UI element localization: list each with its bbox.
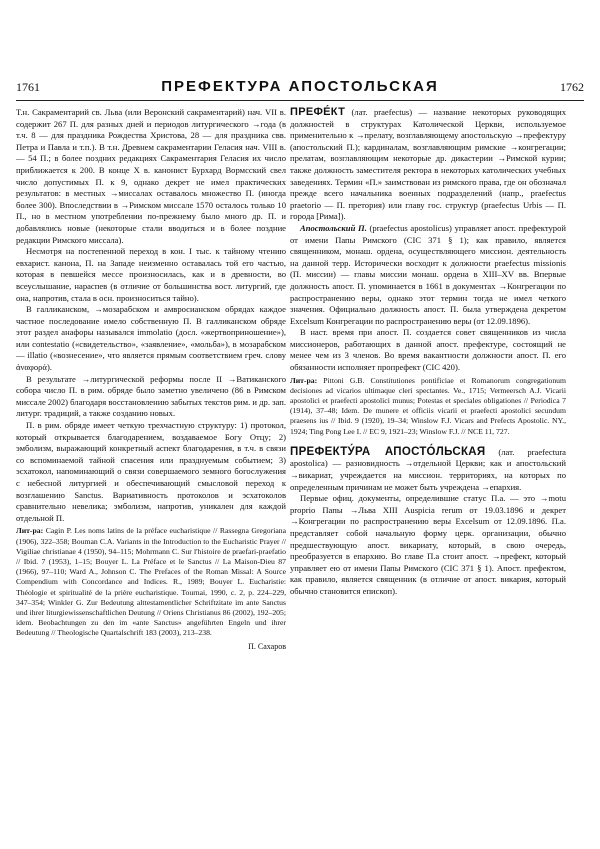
page-header xyxy=(16,78,584,101)
paragraph: В наст. время при апост. П. создается совет священников из числа миссионеров, работающих в данной апост. префектуре, состоящий не менее чем из 3 членов. Во время вакантности должности апост. П. его обязанности исполняет пропрефект (CIC 420). xyxy=(290,327,566,373)
bibliography-label: Лит-ра: xyxy=(290,375,318,385)
headword-prefecture: ПРЕФЕКТУ́РА АПОСТО́ЛЬСКАЯ xyxy=(290,445,486,458)
bibliography-text: Cagin P. Les noms latins de la préface eucharistique // Rassegna Gregoriana (1906), 322–358; Bouman C.A. Variants in the Introduction to the Eucharistic Prayer // Vigiliae christianae 4 (1950), 94–115; Mohrmann C. Sur l'histoire de praefari-praefatio // Ibid. 7 (1953), 1–15; Bouyer L. La Préface et le Sanctus // La Maison-Dieu 87 (1966), 97–110; Ward A., Johnson C. The Prefaces of the Roman Missal: A Source Compendium with Concordance and Indices. R., 1989; Bouyer L. Eucharistie: Théologie et spiritualité de la prière eucharistique. Tournai, 1990, с. 2, р. 224–229, 347–354; Winkler G. Zur Bedeutung alttestamentlicher Schriftzitate im ante Sanctus und ihrer liturgiewissenschaftlichen Deutung // Oriens Christianus 86 (2002), 192–205; idem. Beobachtungen zu den im «ante Sanctus» angeführten Engeln und ihrer Bedeutung // Theologische Quartalschrift 183 (2003), 213–238. xyxy=(16,526,287,638)
bibliography-label: Лит-ра: xyxy=(16,526,44,536)
left-column xyxy=(16,107,286,652)
paragraph: Т.н. Сакраментарий св. Льва (или Веронский сакраментарий) нач. VII в. содержит 267 П. для разных дней и периодов литургического →года (в т.ч. 8 — для праздника Рождества Христова, 28 — для праздника свв. Петра и Павла и т.п.). В т.н. Древнем сакраментарии Геласия нач. VIII в. — 54 П.; в более поздних редакциях Сакраментария Геласия их число приближается к 200. В конце X в. канонист Бурхард Вормсский свел число допустимых П. к 9, однако декрет не имел практических результатов: в местных →миссалах оставалось множество П. (иногда более 300). Впоследствии в →Римском миссале 1570 осталось только 10 П., но в местном употреблении по-прежнему было много др. П. и добавлялись новые (некоторые стали вводиться и в более поздние редакции Римского миссала). xyxy=(16,107,286,245)
paragraph xyxy=(290,223,566,327)
page-number-right: 1762 xyxy=(560,80,584,94)
entry-text: (лат. praefectus) — название некоторых руководящих должностей в структурах Католической Церкви, используемое применительно к →прелату, возглавляющему апостольскую →префектуру (апостольский П.); кардиналам, возглавляющим римские →конгрегации; прелатам, возглавляющим некоторые др. дикастерии →Римской курии; также должность заместителя ректора в некоторых католических учебных заведениях. Термин «П.» заимствован из римского права, где он обозначал прежде всего начальника военных подразделений (напр., praefectus praetorio — П. претория) или главу гос. структур (praefectus Urbis — П. города [Рима]). xyxy=(290,107,566,222)
paragraph: Несмотря на постепенной переход в кон. I тыс. к тайному чтению евхарист. канона, П. на Западе неизменно оставалась той его частью, которая в певшейся мессе произносилась, как и в древности, во всеуслышание, нараспев (в отличие от большинства вост. литургий, где она, напротив, стала в осн. произноситься тайно). xyxy=(16,246,286,303)
entry-prefecture xyxy=(290,447,566,493)
bibliography xyxy=(16,526,286,638)
paragraph: Первые офиц. документы, определившие статус П.а. — это →motu proprio Папы →Льва XIII Auspicia rerum от 19.03.1896 и декрет →Конгрегации по распространению веры Excelsum от 12.09.1896. П.а. представляет собой начальную форму церк. организации, обычно предшествующую апост. викариату, который, в свою очередь, преобразуется в епархию. Во главе П.а стоит апост. →префект, который управляет ею от имени Папы Римского (CIC 371 § 1). Апост. префектом, как правило, является священник (в отличие от апост. викария, который обычно становится епископ). xyxy=(290,493,566,596)
paragraph: В галликанском, →мозарабском и амвросианском обрядах каждое частное последование имело собственную П. В галликанском обряде этот раздел анафоры назывался immolatio (досл. «жертвоприношение»), или contestatio («свидетельство», «заявление», «мольба»), в мозарабском — illatio («вознесение», что является прямым соответствием греч. слову ἀναφορά). xyxy=(16,304,286,373)
author-signature: П. Сахаров xyxy=(248,641,286,651)
bibliography-text: Pittoni G.B. Constitutiones pontificiae et Romanorum congregationum decisiones ad vicarios ultimaque cleri spectantes. Ve., 1715; Vermeersch A.J. Vicarii apostolici et praefecti apostolici munus; Potestas et speciales obligationes // Periodica 7 (1914), 37–48; Idem. De munere et officiis vicarii et praefecti apostolici secundum praesens ius // Ibid. 9 (1920), 19–34; Winslow F.J. Vicars and Prefects Apostolic. NY., 1924; Ting Pong Lee I. // EC 9, 1921–23; Winslow F.J. // NCE 11, 727. xyxy=(290,375,566,436)
bibliography xyxy=(290,376,566,437)
running-head: ПРЕФЕКТУРА АПОСТОЛЬСКАЯ xyxy=(161,78,439,95)
entry-prefect xyxy=(290,107,566,223)
entry-text: (praefectus apostolicus) управляет апост. префектурой от имени Папы Римского (CIC 371 § 1); как правило, является священником, монаш. ордена, осуществляющего миссион. деятельность на данной терр. Исторически восходит к должности praefectus missionis (П. миссии) — главы миссии монаш. ордена в XIII–XV вв. Впервые должность апост. П. упоминается в 1661 в документах →Конгрегации по распространению веры, однако этот термин тогда не имел четкого значения. Официально должность апост. П. была утверждена декретом Excelsum Конгрегации по распространению веры (от 12.09.1896). xyxy=(290,222,566,326)
right-column xyxy=(290,107,566,598)
entry-text: (лат. praefectura apostolica) — разновидность →отдельной Церкви; как и апостольский →викариат, учреждается на миссион. территориях, на которых по определенным причинам не может быть учреждена →епархия. xyxy=(290,446,566,492)
page-number-left: 1761 xyxy=(16,80,40,94)
subheading-apostolic-prefect: Апостольский П. xyxy=(300,222,367,233)
paragraph: В результате →литургической реформы после II →Ватиканского собора число П. в рим. обряде было заметно увеличено (86 в Римском миссале 2002) благодаря восстановлению забытых текстов рим. и др. зап. литург. традиций, а также созданию новых. xyxy=(16,373,286,419)
paragraph: П. в рим. обряде имеет четкую трехчастную структуру: 1) протокол, который открывается благодарением, воздаваемое Богу Отцу; 2) эмболизм, выражающий конкретный аспект благодарения, в т.ч. в связи со вспоминаемой тайной спасения или празднуемым событием; 3) эсхатокол, напоминающий о связи совершаемого земного богослужения с небесной литургией и обеспечивающий смысловой переход к возглашению Sanctus. Вариативность протоколов и эсхатоколов сравнительно невелика; эмболизм, напротив, уникален для каждой отдельной П. xyxy=(16,420,286,523)
headword-prefect: ПРЕФЕ́КТ xyxy=(290,106,346,118)
